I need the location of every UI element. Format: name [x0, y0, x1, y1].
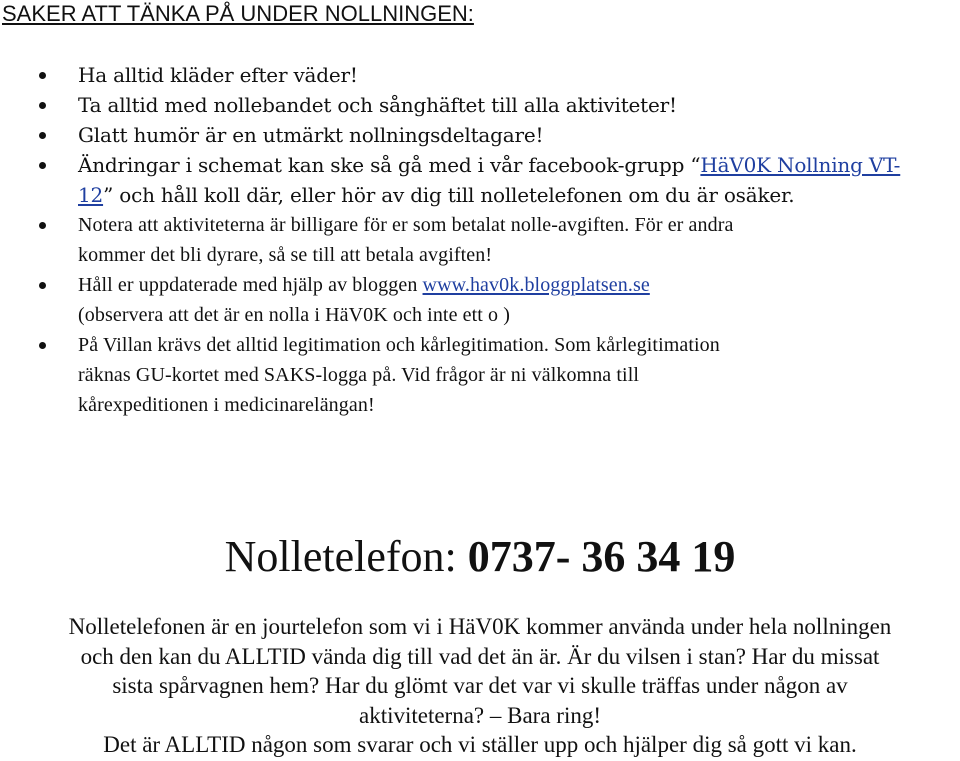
- phone-number: 0737- 36 34 19: [467, 532, 736, 581]
- list-item-continuation: [0, 390, 948, 420]
- info-line: sista spårvagnen hem? Har du glömt var det var vi skulle träffas under någon av: [112, 673, 848, 698]
- list-item-continuation: [0, 180, 948, 210]
- list-item-text: Ändringar i schemat kan ske så gå med i vår facebook-grupp “: [78, 153, 701, 177]
- list-item-text: Ta alltid med nollebandet och sånghäftet till alla aktiviteter!: [78, 93, 677, 117]
- phone-label: Nolletelefon:: [224, 532, 468, 581]
- phone-heading: [0, 530, 960, 584]
- list-item-text: Glatt humör är en utmärkt nollningsdeltagare!: [78, 123, 544, 147]
- list-item: [0, 150, 948, 180]
- list-item-continuation: [0, 300, 948, 330]
- facebook-group-link[interactable]: HäV0K Nollning VT-: [700, 153, 901, 177]
- blog-link[interactable]: www.hav0k.bloggplatsen.se: [422, 274, 650, 296]
- list-item-text: ” och håll koll där, eller hör av dig till nolletelefonen om du är osäker.: [103, 183, 795, 207]
- list-item: [0, 270, 948, 300]
- list-item-text: Notera att aktiviteterna är billigare för er som betalat nolle-avgiften. För er andra: [78, 214, 734, 236]
- info-line: Det är ALLTID någon som svarar och vi ställer upp och hjälper dig så gott vi kan.: [103, 732, 857, 757]
- facebook-group-link-continued[interactable]: 12: [78, 183, 104, 207]
- list-item-text: På Villan krävs det alltid legitimation och kårlegitimation. Som kårlegitimation: [78, 334, 720, 356]
- list-item-text: kårexpeditionen i medicinarelängan!: [78, 394, 375, 416]
- phone-info-paragraph: [0, 612, 960, 760]
- list-item-text: Håll er uppdaterade med hjälp av bloggen: [78, 274, 423, 296]
- list-item-text: kommer det bli dyrare, så se till att betala avgiften!: [78, 244, 493, 266]
- list-item: [0, 210, 948, 240]
- list-item-text: Ha alltid kläder efter väder!: [78, 63, 358, 87]
- list-item: [0, 120, 948, 150]
- list-item: [0, 330, 948, 360]
- list-item-note: (observera att det är en nolla i HäV0K och inte ett o ): [78, 304, 511, 326]
- info-line: Nolletelefonen är en jourtelefon som vi i HäV0K kommer använda under hela nollningen: [68, 614, 892, 639]
- list-item-continuation: [0, 360, 948, 390]
- info-line: och den kan du ALLTID vända dig till vad det än är. Är du vilsen i stan? Har du missat: [80, 643, 880, 669]
- info-line: aktiviteterna? – Bara ring!: [358, 702, 602, 728]
- list-item: [0, 60, 948, 90]
- list-item: [0, 90, 948, 120]
- list-item-text: räknas GU-kortet med SAKS-logga på. Vid frågor är ni välkomna till: [78, 364, 640, 386]
- page-heading: SAKER ATT TÄNKA PÅ UNDER NOLLNINGEN:: [2, 1, 474, 26]
- list-item-continuation: [0, 240, 948, 270]
- checklist: [0, 60, 948, 420]
